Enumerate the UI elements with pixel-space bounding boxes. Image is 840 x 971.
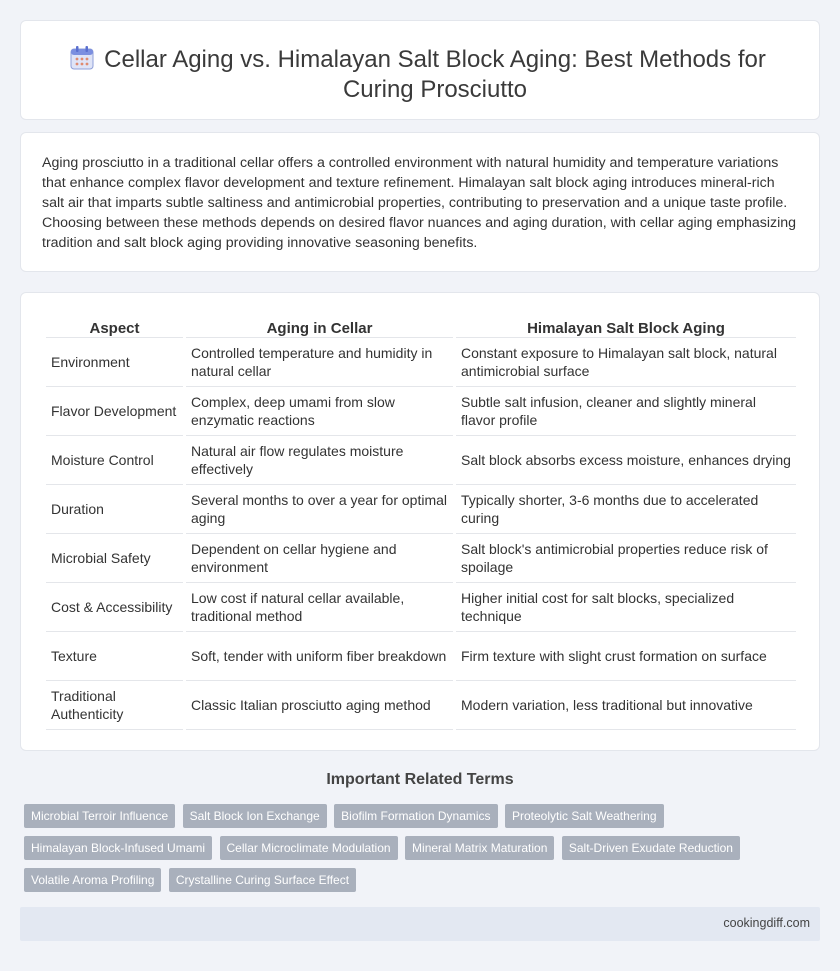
comparison-card (20, 292, 820, 751)
related-term-tag[interactable]: Microbial Terroir Influence (24, 804, 175, 828)
aspect-cell: Duration (46, 485, 183, 534)
related-term-tag[interactable]: Crystalline Curing Surface Effect (169, 868, 356, 892)
related-terms-title: Important Related Terms (326, 771, 514, 788)
header-aspect: Aspect (46, 315, 183, 338)
salt-block-cell: Firm texture with slight crust formation on surface (456, 632, 796, 681)
page-title: Cellar Aging vs. Himalayan Salt Block Aging: Best Methods for Curing Prosciutto (104, 46, 766, 103)
cellar-cell: Low cost if natural cellar available, traditional method (186, 583, 453, 632)
header-card (20, 20, 820, 120)
cellar-cell: Natural air flow regulates moisture effectively (186, 436, 453, 485)
aspect-cell: Environment (46, 338, 183, 387)
aspect-cell: Moisture Control (46, 436, 183, 485)
salt-block-cell: Typically shorter, 3-6 months due to accelerated curing (456, 485, 796, 534)
salt-block-cell: Higher initial cost for salt blocks, specialized technique (456, 583, 796, 632)
salt-block-cell: Modern variation, less traditional but innovative (456, 681, 796, 730)
cellar-cell: Several months to over a year for optimal aging (186, 485, 453, 534)
related-terms-list (24, 804, 764, 900)
salt-block-cell: Salt block absorbs excess moisture, enhances drying (456, 436, 796, 485)
intro-card (20, 132, 820, 272)
cellar-cell: Dependent on cellar hygiene and environment (186, 534, 453, 583)
related-term-tag[interactable]: Proteolytic Salt Weathering (505, 804, 664, 828)
table-row (46, 681, 796, 730)
related-term-tag[interactable]: Cellar Microclimate Modulation (220, 836, 398, 860)
footer-bar (20, 907, 820, 941)
aspect-cell: Texture (46, 632, 183, 681)
cellar-cell: Soft, tender with uniform fiber breakdown (186, 632, 453, 681)
table-header-row (46, 315, 796, 338)
salt-block-cell: Subtle salt infusion, cleaner and slightly mineral flavor profile (456, 387, 796, 436)
table-row (46, 387, 796, 436)
related-term-tag[interactable]: Mineral Matrix Maturation (405, 836, 554, 860)
table-row (46, 632, 796, 681)
related-term-tag[interactable]: Himalayan Block-Infused Umami (24, 836, 212, 860)
cellar-cell: Complex, deep umami from slow enzymatic reactions (186, 387, 453, 436)
salt-block-cell: Salt block's antimicrobial properties reduce risk of spoilage (456, 534, 796, 583)
aspect-cell: Cost & Accessibility (46, 583, 183, 632)
table-row (46, 485, 796, 534)
related-term-tag[interactable]: Biofilm Formation Dynamics (334, 804, 497, 828)
cellar-cell: Classic Italian prosciutto aging method (186, 681, 453, 730)
footer-site-link[interactable]: cookingdiff.com (723, 916, 810, 930)
aspect-cell: Flavor Development (46, 387, 183, 436)
related-term-tag[interactable]: Salt-Driven Exudate Reduction (562, 836, 740, 860)
table-row (46, 338, 796, 387)
aspect-cell: Microbial Safety (46, 534, 183, 583)
related-term-tag[interactable]: Volatile Aroma Profiling (24, 868, 161, 892)
cellar-cell: Controlled temperature and humidity in natural cellar (186, 338, 453, 387)
table-row (46, 534, 796, 583)
table-row (46, 436, 796, 485)
header-cellar: Aging in Cellar (186, 315, 453, 338)
header-salt-block: Himalayan Salt Block Aging (456, 315, 796, 338)
related-term-tag[interactable]: Salt Block Ion Exchange (183, 804, 327, 828)
salt-block-cell: Constant exposure to Himalayan salt block, natural antimicrobial surface (456, 338, 796, 387)
intro-paragraph: Aging prosciutto in a traditional cellar offers a controlled environment with natural humidity and temperature variations that enhance complex flavor development and texture refinement. Himalayan salt block aging introduces mineral-rich salt air that imparts subtle saltiness and antimicrobial properties, contributing to preservation and a unique taste profile. Choosing between these methods depends on desired flavor nuances and aging duration, with cellar aging emphasizing tradition and salt block aging providing innovative seasoning benefits. (42, 155, 797, 251)
aspect-cell: Traditional Authenticity (46, 681, 183, 730)
comparison-table (43, 315, 799, 730)
table-row (46, 583, 796, 632)
